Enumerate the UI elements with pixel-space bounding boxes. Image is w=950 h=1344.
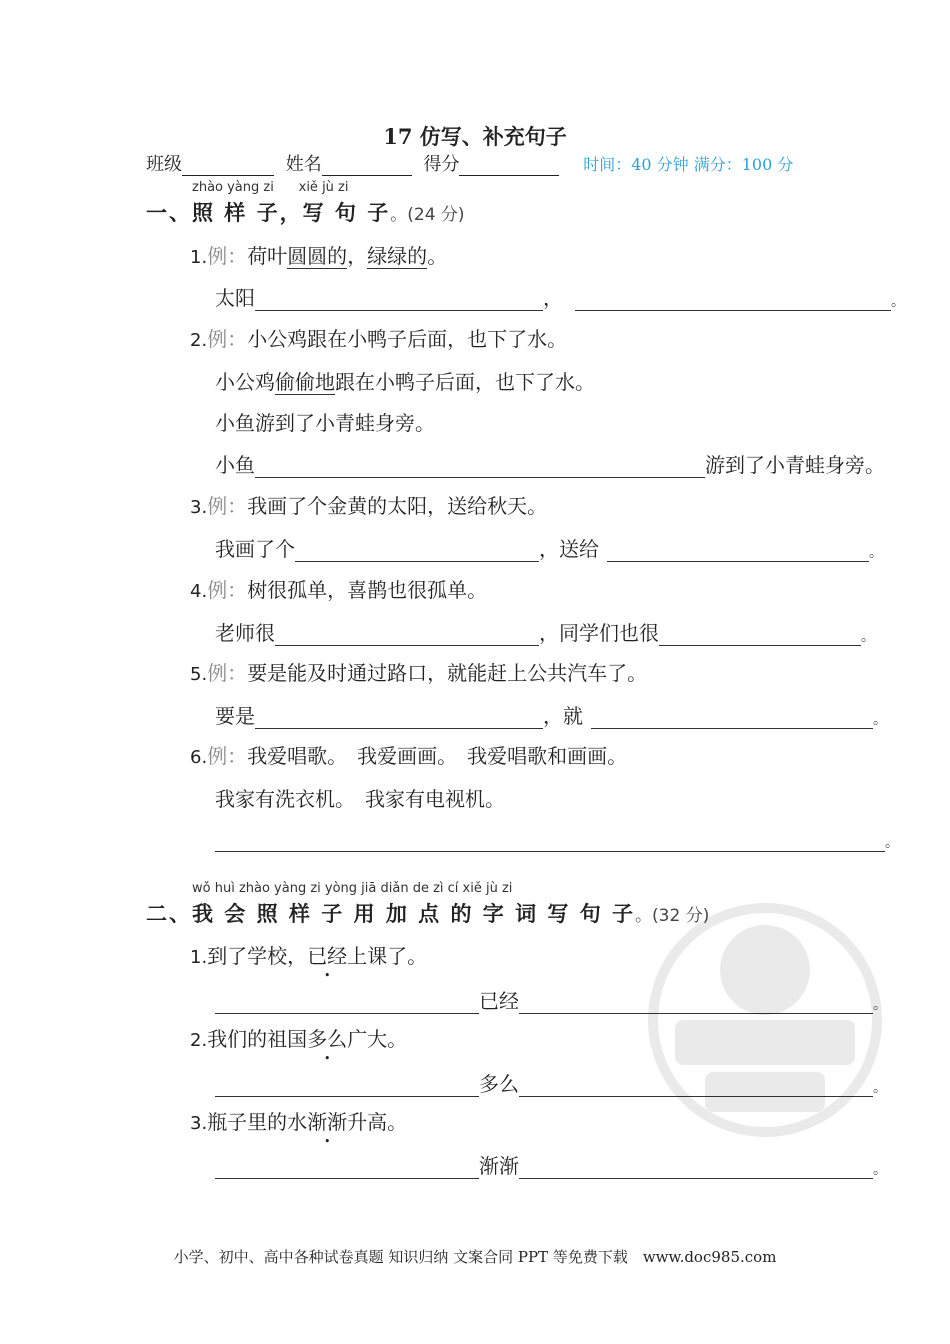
text: ， [347,244,368,268]
text: ，就 [543,704,583,728]
period: 。 [873,712,887,728]
name-label: 姓名 [285,154,322,175]
s1-q3-example [190,490,547,519]
text: 跟在小鸭子后面，也下了水。 [335,370,595,394]
answer-blank[interactable] [659,623,861,646]
name-field[interactable] [322,155,412,176]
underlined-word: 偷偷地 [275,370,335,394]
class-label: 班级 [146,154,182,175]
answer-blank[interactable] [215,1074,479,1097]
example-label: 例： [207,578,248,602]
underlined-word: 绿绿的 [367,244,428,268]
section2-heading [146,898,709,928]
s1-q1-example [190,240,447,269]
s1-q6-example [190,740,627,769]
prompt-text: 我画了个 [215,537,295,561]
text: 要是能及时通过路口，就能赶上公共汽车了。 [247,661,648,685]
period: 。 [861,629,875,645]
example-label: 例： [207,244,248,268]
example-label: 例： [207,744,248,768]
answer-blank[interactable] [607,539,869,562]
period: 。 [891,294,905,310]
section1-title: 一、照 样 子，写 句 子 [146,200,391,225]
section1-points: 。(24 分) [390,205,465,225]
s1-q6-answer [215,828,899,852]
text: 广大。 [347,1027,408,1051]
period: 。 [885,835,899,851]
text: ， [543,286,563,310]
period: 。 [873,1162,887,1178]
section1-heading [146,197,465,227]
text: 树很孤单，喜鹊也很孤单。 [247,578,488,602]
answer-blank[interactable] [295,539,539,562]
q-number: 1. [190,947,208,968]
answer-blank[interactable] [255,288,543,311]
s1-q2-line3: 小鱼游到了小青蛙身旁。 [215,411,435,435]
text: 游到了小青蛙身旁。 [705,453,885,477]
score-field[interactable] [459,155,559,176]
text: 我画了个金黄的太阳，送给秋天。 [247,494,548,518]
section2-pinyin: wǒ huì zhào yàng zi yòng jiā diǎn de zì cí xiě jù zi [192,881,513,896]
answer-blank[interactable] [215,829,885,852]
s1-q4-example [190,574,487,603]
text: 我爱唱歌。 我爱画画。 我爱唱歌和画画。 [247,744,628,768]
s2-q3-example [190,1106,407,1135]
text: ，送给 [539,537,599,561]
s1-q1-answer [215,282,905,311]
answer-blank[interactable] [591,706,873,729]
s2-q3-answer [215,1150,887,1179]
prompt-text: 太阳 [215,286,255,310]
footer-text: 小学、初中、高中各种试卷真题 知识归纳 文案合同 PPT 等免费下载 www.doc985.com [173,1248,777,1266]
q-number: 5. [190,664,208,685]
text: 渐渐 [479,1154,519,1178]
text: 我们的祖国 [207,1027,308,1051]
q-number: 6. [190,747,208,768]
period: 。 [873,997,887,1013]
s1-q6-line2: 我家有洗衣机。 我家有电视机。 [215,787,505,811]
class-field[interactable] [182,155,274,176]
s1-q2-line2 [215,366,595,395]
dotted-word: 渐渐 [307,1110,348,1134]
dotted-word: 已经 [307,944,348,968]
text: 已经 [479,989,519,1013]
text: 小公鸡跟在小鸭子后面，也下了水。 [247,327,568,351]
text: 升高。 [347,1110,408,1134]
answer-blank[interactable] [255,455,705,478]
text: 瓶子里的水 [207,1110,308,1134]
prompt-text: 老师很 [215,621,275,645]
section2-points: 。(32 分) [635,906,710,926]
text: 到了学校， [207,944,308,968]
s2-q1-example [190,940,427,969]
answer-blank[interactable] [255,706,543,729]
s1-q4-answer [215,617,875,646]
answer-blank[interactable] [215,1156,479,1179]
score-label: 得分 [423,154,460,175]
prompt-text: 小鱼 [215,453,255,477]
s1-q2-example [190,323,567,352]
text: ，同学们也很 [539,621,659,645]
time-info: 时间：40 分钟 满分：100 分 [583,155,794,174]
example-label: 例： [207,494,248,518]
watermark-logo-icon [645,900,885,1140]
q-number: 2. [190,330,208,351]
text: 小公鸡 [215,370,275,394]
s1-q2-answer [215,449,885,478]
section1-pinyin: zhào yàng zi xiě jù zi [192,180,349,195]
prompt-text: 要是 [215,704,255,728]
answer-blank[interactable] [275,623,539,646]
example-label: 例： [207,661,248,685]
s1-q5-example [190,657,647,686]
text: 荷叶 [247,244,288,268]
text: 多么 [479,1072,519,1096]
answer-blank[interactable] [519,1156,873,1179]
underlined-word: 圆圆的 [287,244,348,268]
q-number: 3. [190,497,208,518]
s1-q3-answer [215,533,883,562]
answer-blank[interactable] [215,991,479,1014]
period: 。 [873,1080,887,1096]
student-info-row [146,150,793,176]
section2-title: 二、我 会 照 样 子 用 加 点 的 字 词 写 句 子 [146,901,636,926]
s1-q5-answer [215,700,887,729]
page-title: 17 仿写、补充句子 [383,124,567,149]
q-number: 4. [190,581,208,602]
text: 。 [427,244,448,268]
answer-blank[interactable] [575,288,891,311]
text: 上课了。 [347,944,428,968]
q-number: 1. [190,247,208,268]
period: 。 [869,545,883,561]
q-number: 3. [190,1113,208,1134]
q-number: 2. [190,1030,208,1051]
s2-q2-example [190,1023,407,1052]
example-label: 例： [207,327,248,351]
dotted-word: 多么 [307,1027,348,1051]
